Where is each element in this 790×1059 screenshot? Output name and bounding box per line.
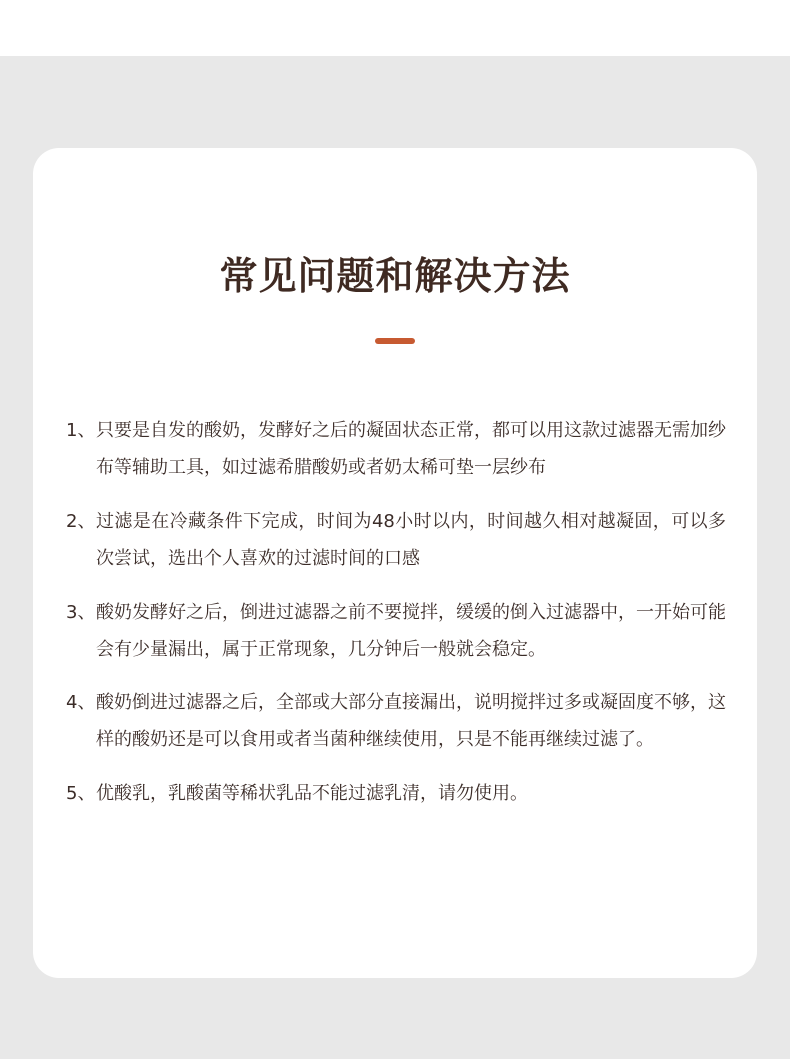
faq-list bbox=[66, 412, 726, 812]
faq-item-text: 酸奶发酵好之后，倒进过滤器之前不要搅拌，缓缓的倒入过滤器中，一开始可能会有少量漏出，属于正常现象，几分钟后一般就会稳定。 bbox=[96, 602, 726, 660]
faq-item bbox=[66, 503, 726, 577]
faq-item-number: 3、 bbox=[66, 602, 96, 623]
faq-item-text: 酸奶倒进过滤器之后，全部或大部分直接漏出，说明搅拌过多或凝固度不够，这样的酸奶还是可以食用或者当菌种继续使用，只是不能再继续过滤了。 bbox=[96, 692, 726, 750]
faq-item bbox=[66, 684, 726, 758]
faq-item bbox=[66, 412, 726, 486]
faq-item-text: 优酸乳，乳酸菌等稀状乳品不能过滤乳清，请勿使用。 bbox=[96, 783, 528, 804]
faq-card bbox=[33, 148, 757, 978]
page-title: 常见问题和解决方法 bbox=[219, 254, 571, 298]
top-white-band bbox=[0, 0, 790, 56]
faq-item-number: 2、 bbox=[66, 511, 96, 532]
faq-item-number: 4、 bbox=[66, 692, 96, 713]
faq-item-number: 1、 bbox=[66, 420, 96, 441]
faq-item-text: 只要是自发的酸奶，发酵好之后的凝固状态正常，都可以用这款过滤器无需加纱布等辅助工具，如过滤希腊酸奶或者奶太稀可垫一层纱布 bbox=[96, 420, 726, 478]
faq-item-number: 5、 bbox=[66, 783, 96, 804]
faq-item bbox=[66, 594, 726, 668]
faq-item bbox=[66, 775, 726, 812]
faq-item-text: 过滤是在冷藏条件下完成，时间为48小时以内，时间越久相对越凝固，可以多次尝试，选出个人喜欢的过滤时间的口感 bbox=[96, 511, 726, 569]
title-accent-bar bbox=[375, 338, 415, 344]
